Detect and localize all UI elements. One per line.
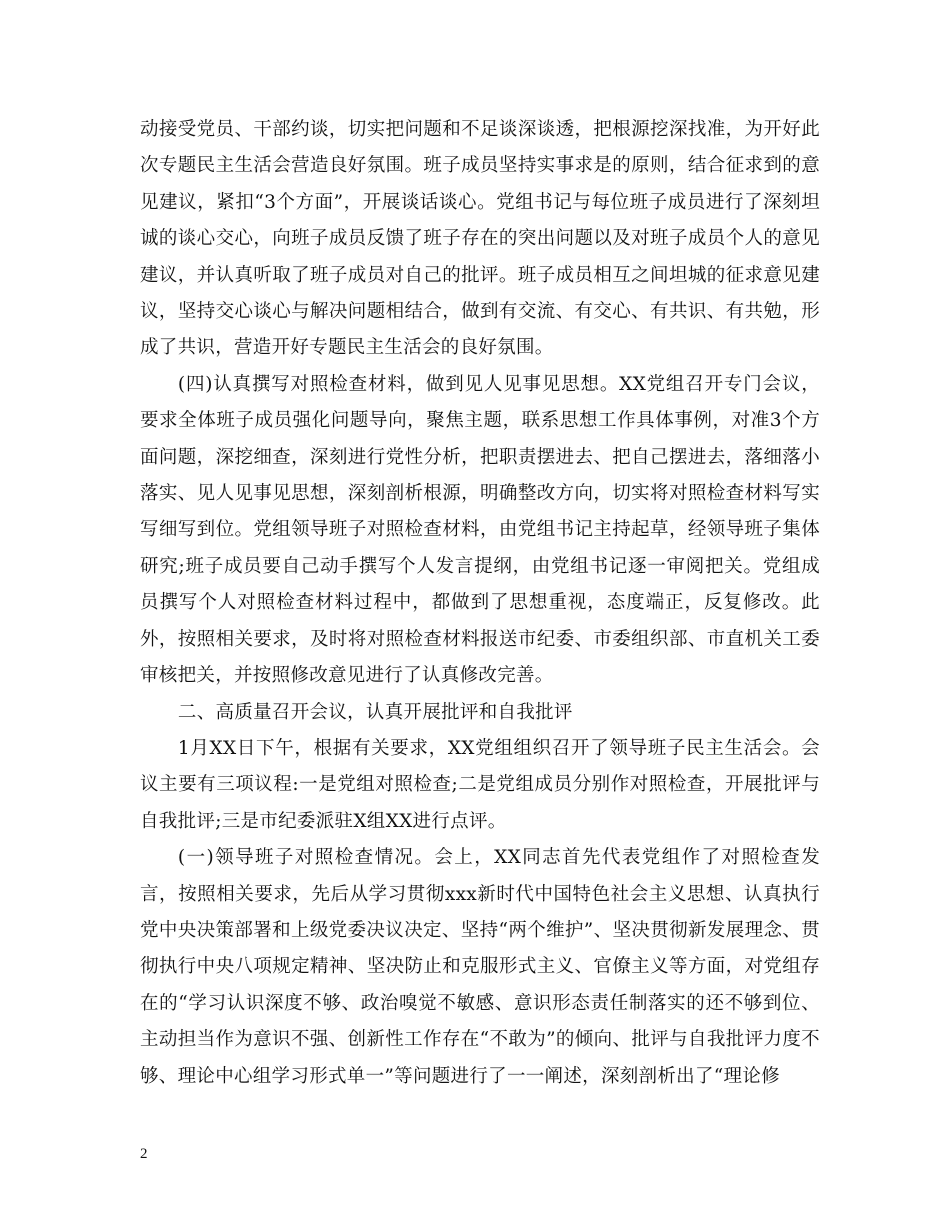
paragraph-4: (一)领导班子对照检查情况。会上，XX同志首先代表党组作了对照检查发言，按照相关要求，先后从学习贯彻xxx新时代中国特色社会主义思想、认真执行党中央决策部署和上级党委决议决定、坚持“两个维护”、坚决贯彻新发展理念、贯彻执行中央八项规定精神、坚决防止和克服形式主义、官僚主义等方面，对党组存在的“学习认识深度不够、政治嗅觉不敏感、意识形态责任制落实的还不够到位、主动担当作为意识不强、创新性工作存在“不敢为”的倾向、批评与自我批评力度不够、理论中心组学习形式单一”等问题进行了一一阐述，深刻剖析出了“理论修 xyxy=(140,847,820,1087)
document-body xyxy=(140,112,820,1095)
paragraph-1: 动接受党员、干部约谈，切实把问题和不足谈深谈透，把根源挖深找准，为开好此次专题民主生活会营造良好氛围。班子成员坚持实事求是的原则，结合征求到的意见建议，紧扣“3个方面”，开展谈话谈心。党组书记与每位班子成员进行了深刻坦诚的谈心交心，向班子成员反馈了班子存在的突出问题以及对班子成员个人的意见建议，并认真听取了班子成员对自己的批评。班子成员相互之间坦城的征求意见建议，坚持交心谈心与解决问题相结合，做到有交流、有交心、有共识、有共勉，形成了共识，营造开好专题民主生活会的良好氛围。 xyxy=(140,119,820,359)
paragraph-3: 1月XX日下午，根据有关要求，XX党组组织召开了领导班子民主生活会。会议主要有三项议程:一是党组对照检查;二是党组成员分别作对照检查，开展批评与自我批评;三是市纪委派驻X组XX进行点评。 xyxy=(140,737,820,832)
page-number: 2 xyxy=(140,1146,148,1162)
paragraph-2: (四)认真撰写对照检查材料，做到见人见事见思想。XX党组召开专门会议，要求全体班子成员强化问题导向，聚焦主题，联系思想工作具体事例，对准3个方面问题，深挖细查，深刻进行党性分析，把职责摆进去、把自己摆进去，落细落小落实、见人见事见思想，深刻剖析根源，明确整改方向，切实将对照检查材料写实写细写到位。党组领导班子对照检查材料，由党组书记主持起草，经领导班子集体研究;班子成员要自己动手撰写个人发言提纲，由党组书记逐一审阅把关。党组成员撰写个人对照检查材料过程中，都做到了思想重视，态度端正，反复修改。此外，按照相关要求，及时将对照检查材料报送市纪委、市委组织部、市直机关工委审核把关，并按照修改意见进行了认真修改完善。 xyxy=(140,373,820,687)
section-heading: 二、高质量召开会议，认真开展批评和自我批评 xyxy=(177,701,573,723)
